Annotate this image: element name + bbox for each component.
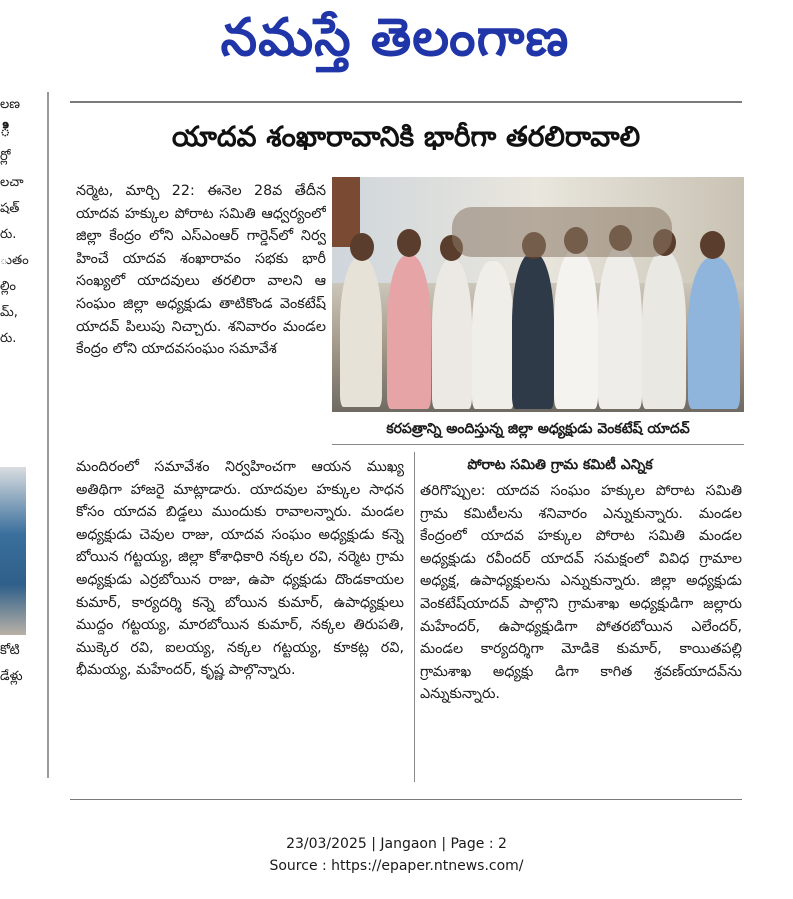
adjacent-article-photo [0,467,26,635]
photo-person [598,247,642,409]
strip-line: మ్, [0,305,18,320]
photo-person [472,261,514,409]
article-photo [332,177,744,412]
column-divider [414,452,415,782]
strip-line: షత్ [0,201,20,216]
strip-line: రు. [0,331,17,346]
strip-line: లణ [0,97,20,112]
photo-person [554,249,598,409]
footer-date-edition: 23/03/2025 | Jangaon | Page : 2 [286,836,507,852]
strip-line: ల్లిం [0,279,17,294]
photo-person [642,251,686,409]
photo-caption: కరపత్రాన్ని అందిస్తున్న జిల్లా అధ్యక్షుడు వెంకటేష్ యాదవ్ [332,414,744,445]
strip-line: ి [0,120,11,141]
top-rule [70,101,742,103]
photo-person [432,259,472,409]
footer-source: Source : https://epaper.ntnews.com/ [269,858,524,874]
masthead-logo: నమస్తే తెలంగాణ [220,8,570,68]
article-paragraph: తరిగొప్పుల: యాదవ సంఘం హక్కుల పోరాట సమితి గ్రామ కమిటీలను శనివారం ఎన్నుకున్నారు. మండల కేంద్రంలో యాదవ హక్కుల పోరాట సమితి మండల అధ్యక్షుడు రవీందర్ యాదవ్ సమక్షంలో వివిధ గ్రామాల అధ్యక్ష, ఉపాధ్యక్షులను ఎన్నుకున్నారు. జిల్లా అధ్యక్షుడు వెంకటేష్‌యాదవ్ పాల్గొని గ్రామశాఖ అధ్యక్షుడిగా జల్లారు మహేందర్, ఉపాధ్యక్షుడిగా పోతరబోయిన ఎలేందర్, మండల కార్యదర్శిగా మోడికె కుమార్, కాయితపల్లి గ్రామశాఖ అధ్యక్షు డిగా కాగిత శ్రవణ్‌యాదవ్‌ను ఎన్నుకున్నారు. [420,483,742,703]
strip-line: డేళ్లు [0,669,23,684]
adjacent-article-strip [0,92,30,782]
article-paragraph: మందిరంలో సమావేశం నిర్వహించగా ఆయన ముఖ్య అతిథిగా హాజరై మాట్లాడారు. యాదవుల హక్కుల సాధన కోసం యాదవ బిడ్డలు ముందుకు రావాలన్నారు. మండల అధ్యక్షుడు చెవుల రాజు, యాదవ సంఘం అధ్యక్షుడు కన్నె బోయిన గట్టయ్య, జిల్లా కోశాధికారి నక్కల రవి, నర్మెట గ్రామ అధ్యక్షుడు ఎర్రబోయిన రాజు, ఉపా ధ్యక్షుడు దొండకాయల కుమార్, కార్యదర్శి కన్నె బోయిన కుమార్, ఉపాధ్యక్షులు ముద్దం గట్టయ్య, మారబోయిన కుమార్, నక్కల తిరుపతి, ముక్కెర రవి, ఐలయ్య, నక్కల గట్టయ్య, కూకట్ల రవి, భీమయ్య, మహేందర్, కృష్ణ పాల్గొన్నారు. [76,459,404,679]
photo-person [387,255,431,409]
bottom-rule [70,799,742,800]
article-body-bottom [76,456,404,782]
article-body-top [76,180,326,412]
photo-head [397,229,421,257]
strip-line: ర్లో [0,149,11,164]
article-paragraph: నర్మెట, మార్చి 22: ఈనెల 28వ తేదీన యాదవ హక్కుల పోరాట సమితి ఆధ్వర్యంలో జిల్లా కేంద్రం లోని ఎస్‌ఎంఆర్ గార్డెన్‌లో నిర్వ హించే యాదవ శంఖారావం సభకు భారీ సంఖ్యలో యాదవులు తరలిరా వాలని ఆ సంఘం జిల్లా అధ్యక్షుడు తాటికొండ వెంకటేష్ యాదవ్ పిలుపు నిచ్చారు. శనివారం మండల కేంద్రం లోని యాదవసంఘం సమావేశ [76,183,326,358]
strip-line: లచా [0,175,24,190]
article-headline: యాదవ శంఖారావానికి భారీగా తరలిరావాలి [171,120,641,153]
photo-person [512,253,554,409]
photo-person [340,257,382,407]
photo-head [350,233,374,261]
strip-line: ుతం [0,253,29,268]
photo-head [700,231,725,259]
photo-person [688,257,740,409]
strip-line: కోటి [0,643,20,658]
photo-person [452,207,672,257]
sub-article-body [420,480,742,782]
sub-headline: పోరాట సమితి గ్రామ కమిటీ ఎన్నిక [467,457,653,473]
left-column-divider [47,92,49,778]
strip-line: రు. [0,227,17,242]
